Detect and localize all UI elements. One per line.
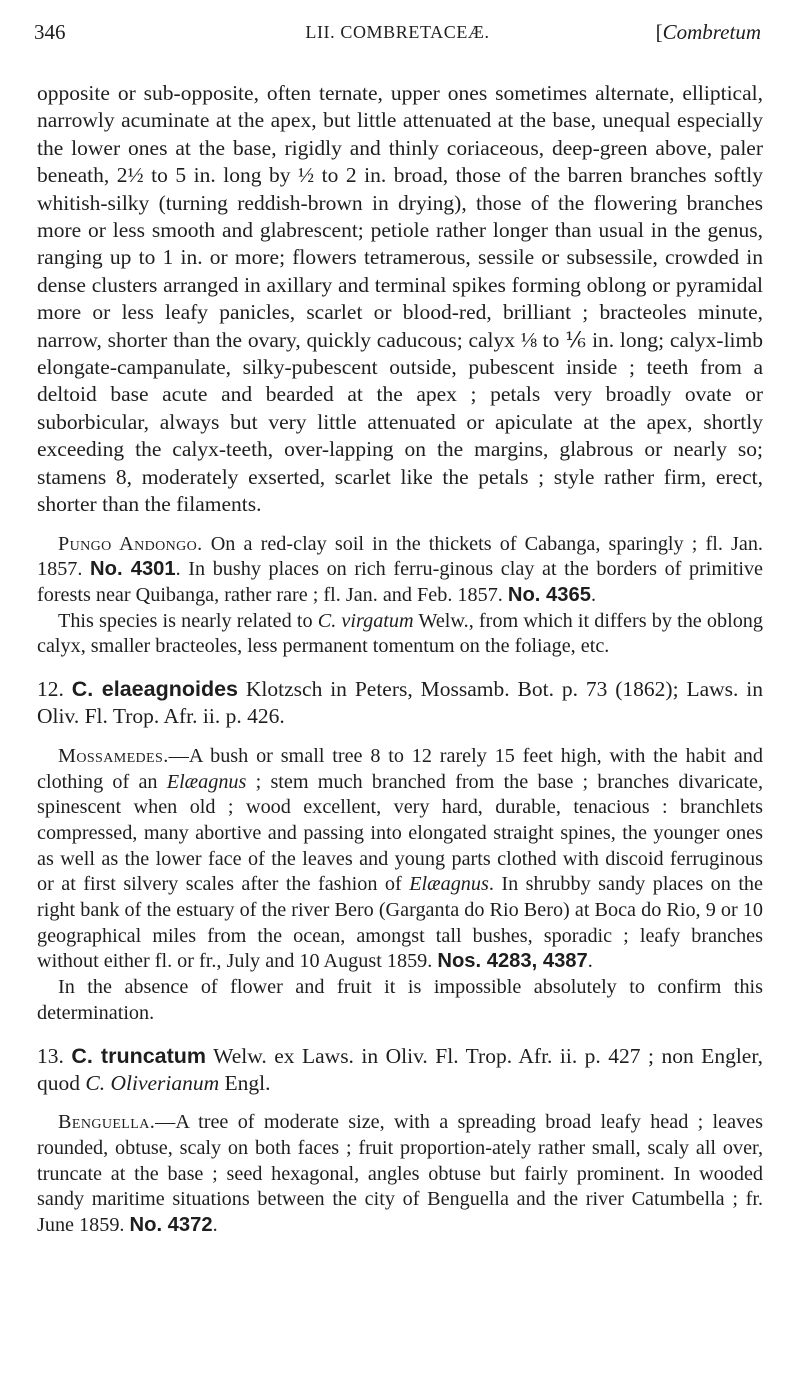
mossamedes-note: In the absence of flower and fruit it is impossible absolutely to confirm this determination. [37,976,763,1024]
species-12-heading: 12. C. elaeagnoides Klotzsch in Peters, Mossamb. Bot. p. 73 (1862); Laws. in Oliv. Fl. Trop. Afr. ii. p. 426. [37,677,764,729]
locality-mossamedes: Mossamedes. [58,744,169,767]
species-12-name: C. elaeagnoides [71,677,238,702]
genus-name: Combretum [662,20,761,44]
mossamedes-paragraph: Mossamedes.—A bush or small tree 8 to 12 rarely 15 feet high, with the habit and clothing of an Elæagnus ; stem much branched from the base ; branches divaricate, spinescent when old ; wood excellent, very hard, durable, tenacious : branchlets compressed, many abortive and passing into elongated straight spines, the younger ones as well as the lower face of the leaves and young parts clothed with discoid ferruginous or at first silvery scales after the fashion of Elæagnus. In shrubby sandy places on the right bank of the estuary of the river Bero (Garganta do Rio Bero) at Boca do Rio, 9 or 10 geographical miles from the ocean, amongst tall bushes, sporadic ; leafy branches without either fl. or fr., July and 10 August 1859. Nos. 4283, 4387. [37,744,763,973]
specimen-number: Nos. 4283, 4387 [437,950,588,973]
species-reference: C. virgatum [317,609,414,632]
running-header [34,20,761,50]
specimen-number: No. 4365 [507,583,591,606]
locality-pungo: Pungo Andongo. [58,532,203,555]
page-body [37,80,763,1239]
locality-benguella: Benguella. [58,1111,156,1134]
family-heading: LII. COMBRETACEÆ. [305,22,490,42]
species-13-name: C. truncatum [71,1043,207,1068]
description-paragraph: opposite or sub-opposite, often ternate, upper ones sometimes alternate, elliptical, narrowly acuminate at the apex, but little attenuated at the base, unequal especially the lower ones at the base, rigidly and thinly coriaceous, deep-green above, paler beneath, 2½ to 5 in. long by ½ to 2 in. broad, those of the barren branches softly whitish-silky (turning reddish-brown in drying), those of the flowering branches more or less smooth and glabrescent; petiole rather longer than usual in the genus, ranging up to 1 in. or more; flowers tetramerous, sessile or subsessile, crowded in dense clusters arranged in axillary and terminal spikes forming oblong or pyramidal more or less leafy panicles, scarlet or blood-red, brilliant ; bracteoles minute, narrow, shorter than the ovary, quickly caducous; calyx ⅛ to ⅙ in. long; calyx-limb elongate-campanulate, silky-pubescent outside, pubescent inside ; teeth from a deltoid base acute and bearded at the apex ; petals very broadly ovate or suborbicular, always but very little attenuated or apiculate at the apex, shortly exceeding the calyx-teeth, over-lapping on the margins, glabrous or nearly so; stamens 8, moderately exserted, scarlet like the petals ; style rather firm, erect, shorter than the filaments. [37,81,763,517]
specimen-number: No. 4372 [129,1214,213,1237]
specimen-number: No. 4301 [90,558,176,581]
pungo-note: This species is nearly related to C. virgatum Welw., from which it differs by the oblong calyx, smaller bracteoles, less permanent tomentum on the foliage, etc. [37,609,763,658]
species-13-heading: 13. C. truncatum Welw. ex Laws. in Oliv. Fl. Trop. Afr. ii. p. 427 ; non Engler, quod C. Oliverianum Engl. [37,1043,764,1095]
page-number: 346 [34,20,66,44]
pungo-paragraph: Pungo Andongo. On a red-clay soil in the thickets of Cabanga, sparingly ; fl. Jan. 1857. No. 4301. In bushy places on rich ferru-ginous clay at the borders of primitive forests near Quibanga, rather rare ; fl. Jan. and Feb. 1857. No. 4365. [37,532,763,606]
benguella-paragraph: Benguella.—A tree of moderate size, with a spreading broad leafy head ; leaves rounded, obtuse, scaly on both faces ; fruit proportion-ately rather small, scaly all over, truncate at the base ; seed hexagonal, angles obtuse but fairly prominent. In wooded sandy maritime situations between the city of Benguella and the river Catumbella ; fr. June 1859. No. 4372. [37,1111,763,1237]
genus-heading: [Combretum [655,20,761,44]
